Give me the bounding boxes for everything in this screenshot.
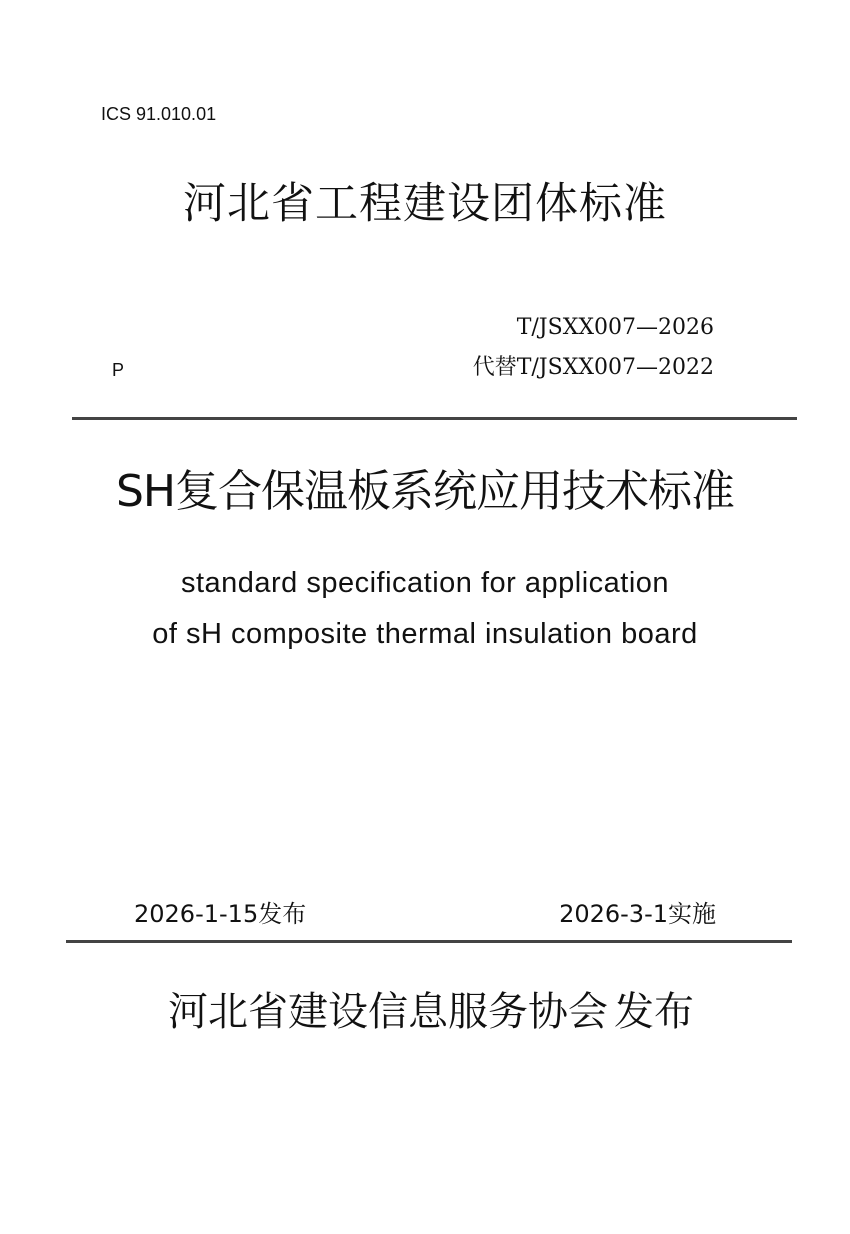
publish-label: 发布 [614, 989, 694, 1035]
organization-standard-title: 河北省工程建设团体标准 [183, 179, 667, 229]
top-divider [72, 417, 797, 420]
replaces-code: 代替T/JSXX007—2022 [472, 355, 714, 380]
english-title-line-2: of sH composite thermal insulation board [152, 618, 698, 650]
issue-date: 2026-1-15发布 [134, 900, 307, 928]
standard-code: T/JSXX007—2026 [516, 315, 714, 340]
standard-code-block [473, 308, 714, 388]
effective-date: 2026-3-1实施 [559, 900, 716, 928]
document-title-english [0, 558, 850, 660]
publisher-name: 河北省建设信息服务协会 [168, 989, 608, 1035]
bottom-divider [66, 940, 792, 943]
document-title-chinese: SH复合保温板系统应用技术标准 [115, 466, 734, 517]
ics-number: ICS 91.010.01 [101, 104, 217, 124]
category-mark: P [112, 360, 125, 380]
english-title-line-1: standard specification for application [180, 567, 670, 599]
